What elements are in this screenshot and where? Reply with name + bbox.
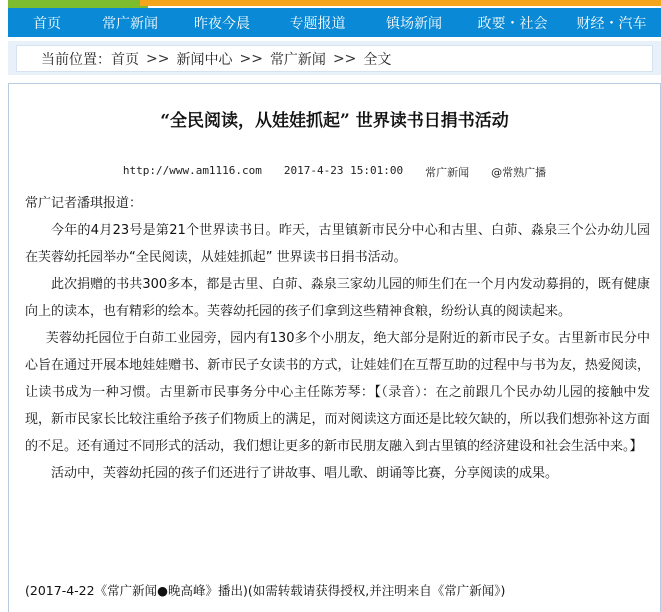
nav-item-politics-society[interactable]: 政要・社会 (477, 15, 548, 32)
breadcrumb-bar (8, 41, 661, 75)
breadcrumb-separator: >> (332, 50, 357, 67)
article-paragraph: 芙蓉幼托园位于白茆工业园旁，园内有130多个小朋友，绝大部分是附近的新市民子女。古里新市民分中心旨在通过开展本地娃娃赠书、新市民子女读书的方式，让娃娃们在互帮互助的过程中与书为友，热爱阅读，让读书成为一种习惯。古里新市民事务分中心主任陈芳琴：【（录音）：在之前跟几个民办幼儿园的接触中发现，新市民家长比较注重给予孩子们物质上的满足，而对阅读这方面还是比较欠缺的，所以我们想弥补这方面的不足。还有通过不同形式的活动，我们想让更多的新市民朋友融入到古里镇的经济建设和社会生活中来。】 (25, 331, 650, 454)
banner-orange-band (140, 0, 661, 6)
article-panel (8, 83, 661, 612)
breadcrumb-separator: >> (146, 50, 170, 67)
breadcrumb-prefix: 当前位置： (41, 51, 111, 68)
article-footer-note: (2017-4-22《常广新闻●晚高峰》播出)(如需转载请获得授权,并注明来自《常广新闻》) (25, 583, 506, 598)
article-paragraph: 今年的4月23号是第21个世界读书日。昨天，古里镇新市民分中心和古里、白茆、淼泉三个公办幼儿园在芙蓉幼托园举办“全民阅读，从娃娃抓起” 世界读书日捐书活动。 (25, 223, 650, 265)
nav-item-town-news[interactable]: 镇场新闻 (386, 15, 442, 32)
article-meta (9, 164, 660, 180)
article-byline: 常广记者潘琪报道： (25, 196, 143, 211)
article-paragraph: 活动中，芙蓉幼托园的孩子们还进行了讲故事、唱儿歌、朗诵等比赛，分享阅读的成果。 (51, 466, 559, 481)
nav-item-last-night-this-morning[interactable]: 昨夜今晨 (194, 15, 250, 32)
article-paragraph: 此次捐赠的书共300多本，都是古里、白茆、淼泉三家幼儿园的师生们在一个月内发动募捐的，既有健康向上的读本，也有精彩的绘本。芙蓉幼托园的孩子们拿到这些精神食粮，纷纷认真的阅读起来。 (25, 277, 650, 319)
article-source-url[interactable]: http://www.am1116.com (122, 164, 262, 177)
breadcrumb-changguang-news[interactable]: 常广新闻 (269, 51, 326, 68)
article-column: 常广新闻 (425, 166, 470, 179)
breadcrumb-home[interactable]: 首页 (111, 51, 139, 68)
breadcrumb-news-center[interactable]: 新闻中心 (176, 51, 233, 68)
breadcrumb (16, 45, 653, 72)
main-nav (8, 8, 661, 37)
nav-item-finance-auto[interactable]: 财经・汽车 (576, 15, 647, 32)
article-datetime: 2017-4-23 15:01:00 (283, 164, 404, 177)
breadcrumb-current: 全文 (363, 51, 392, 68)
article-body (25, 190, 650, 487)
nav-item-home[interactable]: 首页 (33, 15, 61, 32)
top-banner-strip (0, 0, 661, 8)
article-source: @常熟广播 (491, 166, 547, 179)
breadcrumb-separator: >> (239, 50, 263, 67)
nav-item-changguang-news[interactable]: 常广新闻 (102, 15, 158, 32)
banner-green-band (8, 0, 148, 8)
nav-item-special-reports[interactable]: 专题报道 (289, 15, 346, 32)
article-title: “全民阅读，从娃娃抓起” 世界读书日捐书活动 (160, 111, 509, 131)
